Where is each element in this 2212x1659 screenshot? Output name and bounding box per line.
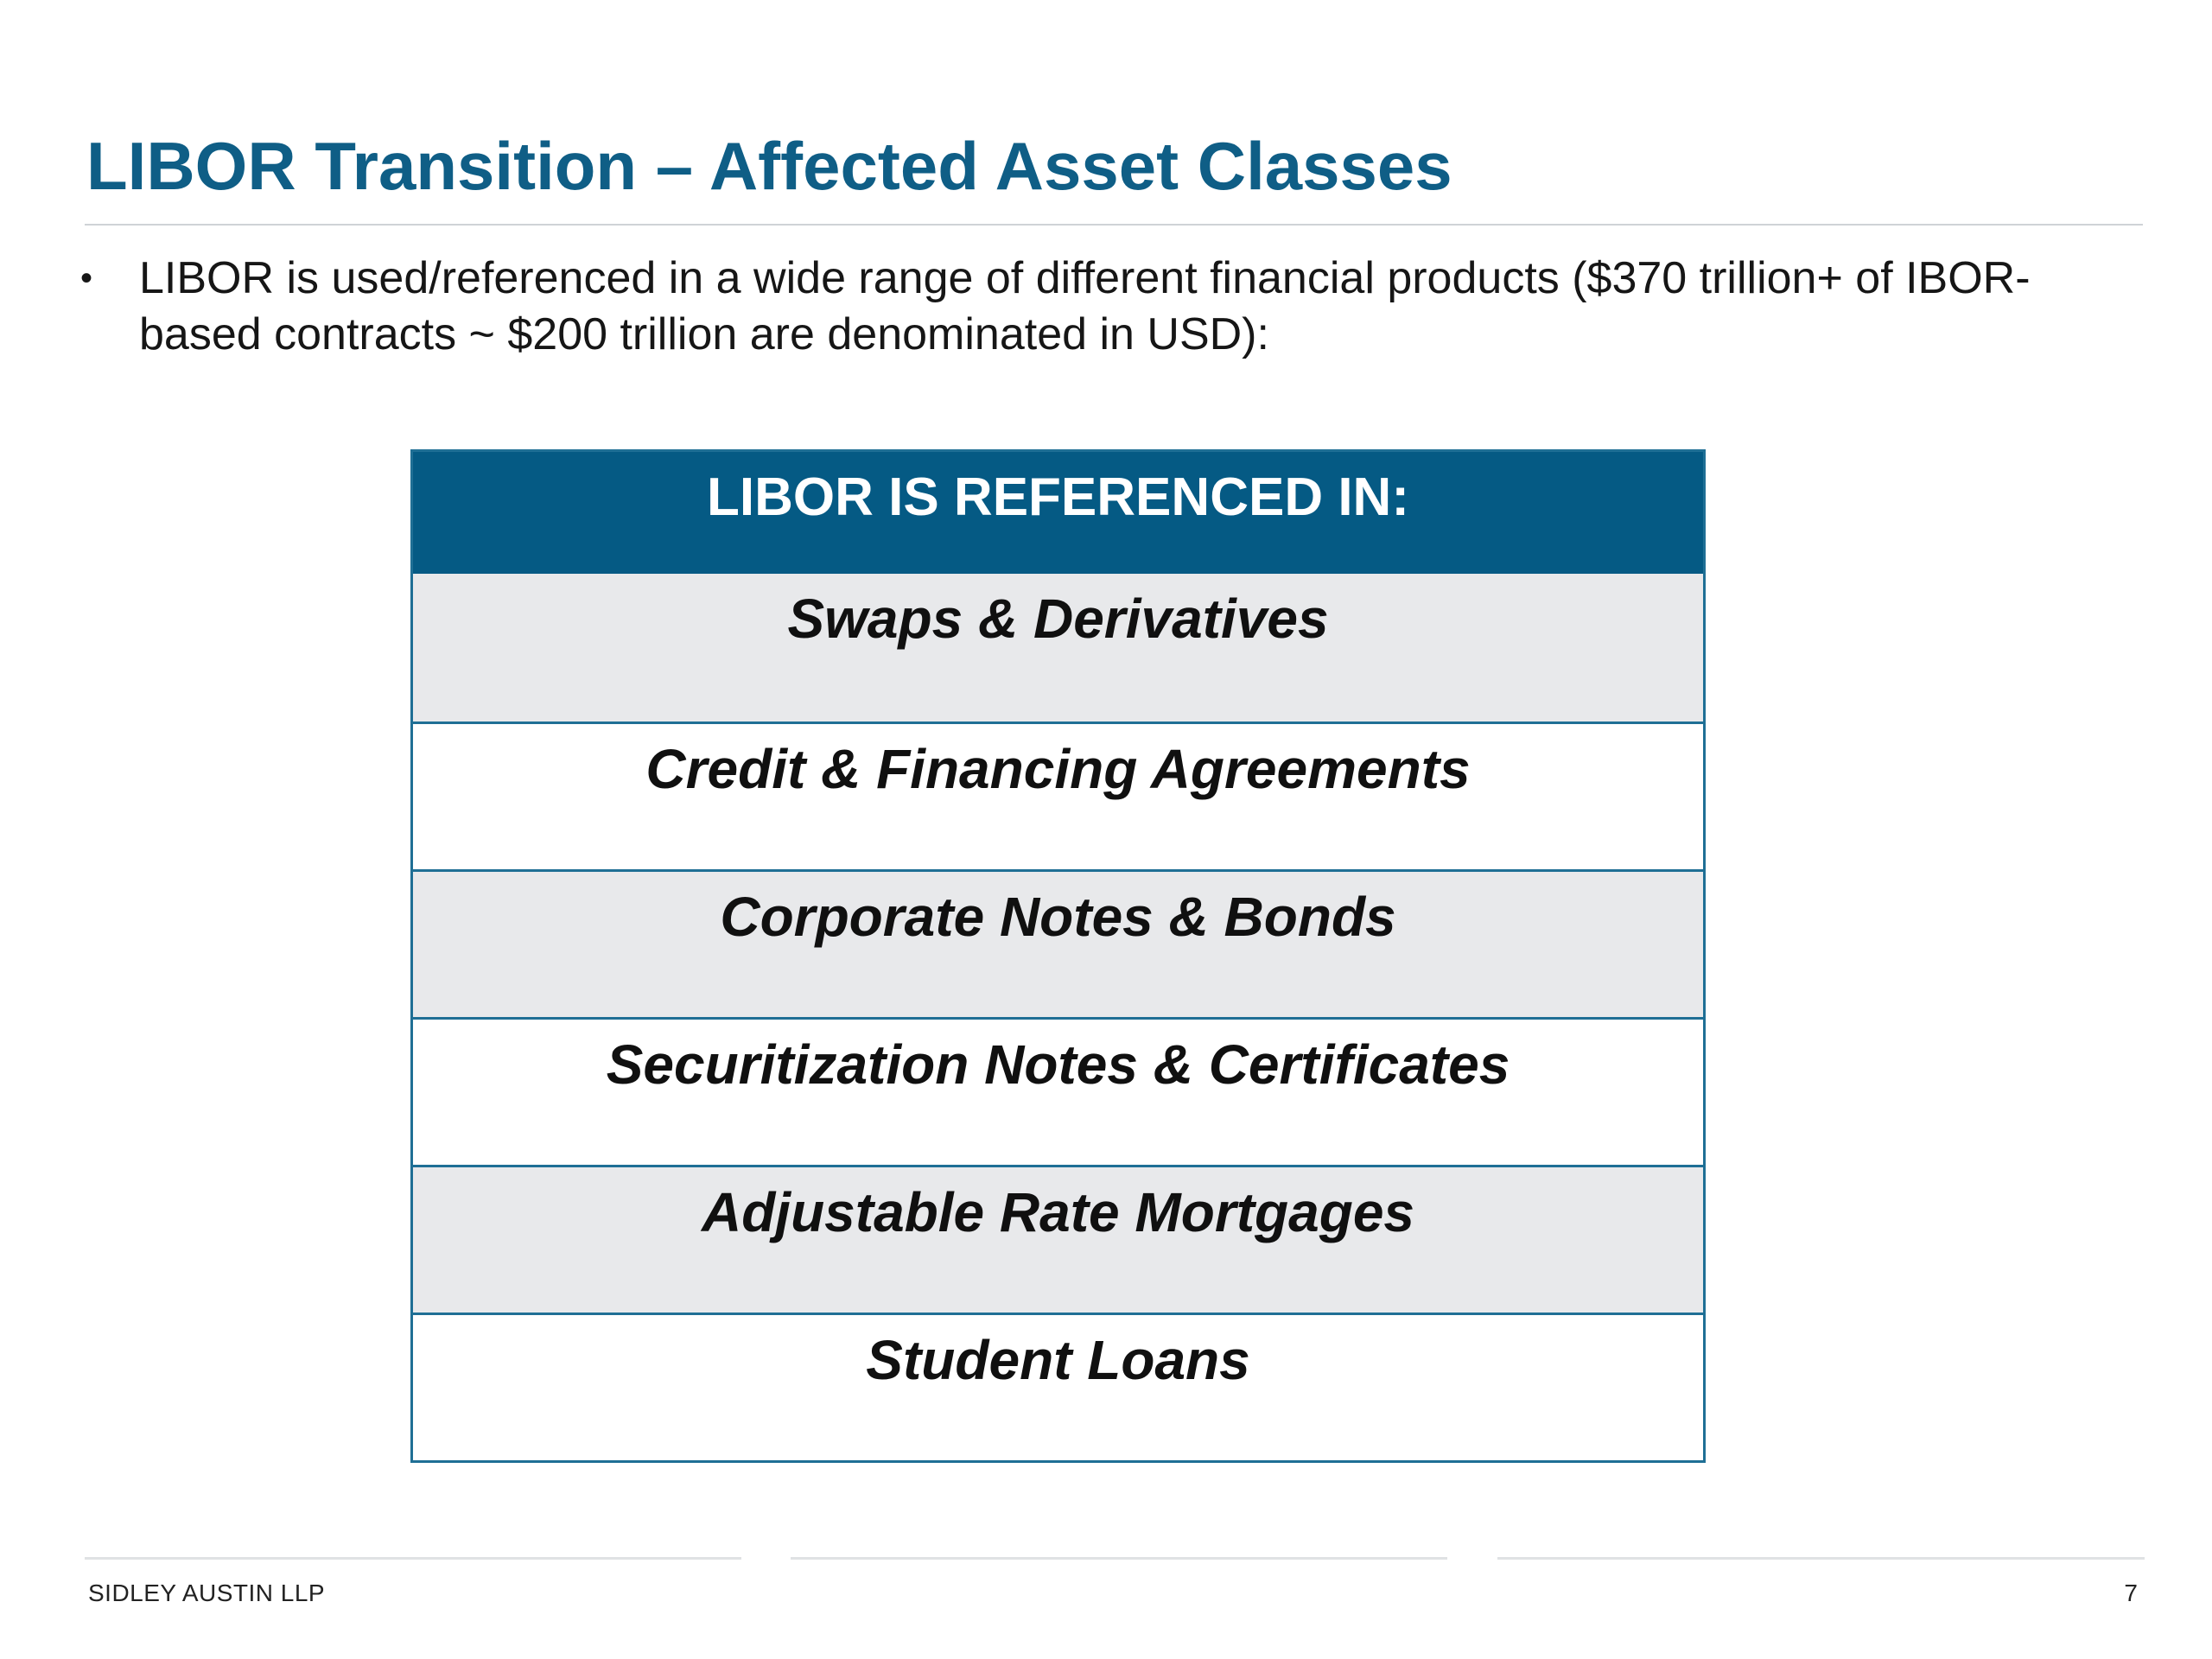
footer-firm-name: SIDLEY AUSTIN LLP <box>88 1580 326 1606</box>
libor-reference-table <box>410 449 1706 1463</box>
table-row-swaps-derivatives: Swaps & Derivatives <box>413 574 1703 721</box>
bullet-text: LIBOR is used/referenced in a wide range of different financial products ($370 trillion+ of IBOR-based contracts ~ $200 trillion are denominated in USD): <box>139 253 2031 359</box>
table-row-adjustable-rate-mortgages: Adjustable Rate Mortgages <box>413 1165 1703 1313</box>
bullet-marker: • <box>80 259 93 297</box>
table-row-corporate-notes-bonds: Corporate Notes & Bonds <box>413 869 1703 1017</box>
table-row-credit-financing: Credit & Financing Agreements <box>413 721 1703 869</box>
table-header: LIBOR IS REFERENCED IN: <box>413 452 1703 574</box>
title-divider <box>85 224 2143 226</box>
table-row-student-loans: Student Loans <box>413 1313 1703 1460</box>
page-number: 7 <box>2124 1580 2138 1606</box>
table-row-securitization: Securitization Notes & Certificates <box>413 1017 1703 1165</box>
bullet-point <box>80 251 2120 363</box>
slide-title: LIBOR Transition – Affected Asset Classes <box>86 128 1452 204</box>
footer-divider-right <box>1497 1557 2145 1560</box>
footer-divider-middle <box>791 1557 1447 1560</box>
footer-divider-left <box>85 1557 741 1560</box>
